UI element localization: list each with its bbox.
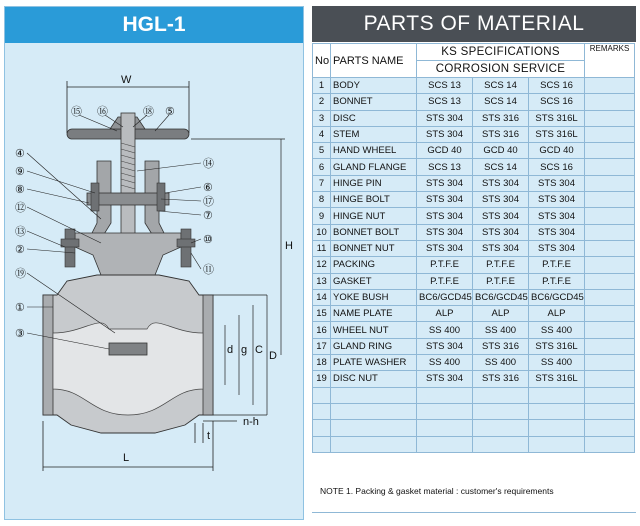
cell-s1: SS 400 (417, 322, 473, 338)
cell-s1: GCD 40 (417, 143, 473, 159)
cell-remarks (585, 192, 635, 208)
table-row (313, 192, 635, 208)
footnote-divider (312, 512, 636, 513)
cell-name: STEM (331, 126, 417, 142)
callout-15: ⑮ (71, 106, 82, 118)
cell-empty (473, 403, 529, 419)
cell-s3: STS 304 (529, 224, 585, 240)
cell-remarks (585, 175, 635, 191)
cell-no: 13 (313, 273, 331, 289)
cell-empty (417, 420, 473, 436)
callout-1: ① (15, 302, 25, 314)
cell-s1: P.T.F.E (417, 257, 473, 273)
table-row (313, 78, 635, 94)
cell-empty (585, 387, 635, 403)
cell-s1: STS 304 (417, 208, 473, 224)
cell-s3: ALP (529, 306, 585, 322)
callout-16: ⑯ (97, 106, 108, 118)
cell-empty (331, 387, 417, 403)
header-corrosion: CORROSION SERVICE (417, 61, 585, 78)
table-row (313, 322, 635, 338)
cell-empty (473, 420, 529, 436)
cell-empty (417, 436, 473, 452)
cell-s3: STS 316L (529, 110, 585, 126)
header-no: No (313, 44, 331, 78)
cell-empty (473, 436, 529, 452)
cell-no: 4 (313, 126, 331, 142)
cell-remarks (585, 224, 635, 240)
callout-10: ⑩ (203, 234, 213, 246)
cell-s1: SS 400 (417, 355, 473, 371)
callout-5: ⑤ (165, 106, 175, 118)
cell-remarks (585, 240, 635, 256)
cell-no: 9 (313, 208, 331, 224)
callout-9: ⑨ (15, 166, 25, 178)
cell-s2: BC6/GCD45 (473, 289, 529, 305)
parts-panel (312, 6, 636, 518)
cell-empty (331, 420, 417, 436)
table-row (313, 143, 635, 159)
cell-s2: STS 316 (473, 126, 529, 142)
cell-s3: STS 316L (529, 126, 585, 142)
cell-name: DISC NUT (331, 371, 417, 387)
cell-s1: STS 304 (417, 338, 473, 354)
cell-remarks (585, 257, 635, 273)
cell-s2: STS 304 (473, 240, 529, 256)
table-row (313, 306, 635, 322)
callout-3: ③ (15, 328, 25, 340)
cell-empty (313, 387, 331, 403)
cell-s3: P.T.F.E (529, 273, 585, 289)
callout-2: ② (15, 244, 25, 256)
cell-remarks (585, 94, 635, 110)
table-row (313, 224, 635, 240)
dimension-g-label: g (241, 344, 248, 356)
cell-name: BONNET NUT (331, 240, 417, 256)
cell-name: DISC (331, 110, 417, 126)
callout-11: ⑪ (203, 264, 214, 276)
cell-no: 1 (313, 78, 331, 94)
cell-s3: SCS 16 (529, 159, 585, 175)
cell-no: 12 (313, 257, 331, 273)
cell-s1: STS 304 (417, 240, 473, 256)
cell-empty (313, 436, 331, 452)
cell-no: 3 (313, 110, 331, 126)
cell-s2: SS 400 (473, 355, 529, 371)
callout-12: ⑫ (15, 202, 26, 214)
cell-empty (313, 403, 331, 419)
cell-s2: SCS 14 (473, 78, 529, 94)
table-row (313, 257, 635, 273)
table-row (313, 208, 635, 224)
cell-s2: ALP (473, 306, 529, 322)
cell-s2: STS 304 (473, 175, 529, 191)
header-parts-name: PARTS NAME (331, 44, 417, 78)
cell-remarks (585, 126, 635, 142)
cell-s2: P.T.F.E (473, 273, 529, 289)
table-row (313, 175, 635, 191)
cell-s2: STS 316 (473, 338, 529, 354)
callout-13: ⑬ (15, 226, 26, 238)
table-row (313, 94, 635, 110)
parts-body (313, 78, 635, 453)
cell-s1: SCS 13 (417, 78, 473, 94)
cell-no: 7 (313, 175, 331, 191)
cell-remarks (585, 208, 635, 224)
cell-remarks (585, 273, 635, 289)
cell-s2: STS 316 (473, 110, 529, 126)
table-row (313, 289, 635, 305)
callout-6: ⑥ (203, 182, 213, 194)
cell-s3: STS 304 (529, 240, 585, 256)
cell-s3: STS 304 (529, 208, 585, 224)
cell-no: 17 (313, 338, 331, 354)
cell-s1: SCS 13 (417, 94, 473, 110)
table-row (313, 273, 635, 289)
table-row (313, 126, 635, 142)
cell-s3: STS 316L (529, 338, 585, 354)
bonnet (75, 233, 181, 275)
cell-no: 6 (313, 159, 331, 175)
table-row (313, 338, 635, 354)
cell-s3: STS 304 (529, 192, 585, 208)
cell-empty (313, 420, 331, 436)
blank-row (313, 403, 635, 419)
cell-s1: STS 304 (417, 126, 473, 142)
cell-remarks (585, 355, 635, 371)
gland-flange (87, 193, 169, 205)
cell-remarks (585, 338, 635, 354)
cell-no: 5 (313, 143, 331, 159)
drawing-panel (4, 6, 304, 520)
cell-s1: STS 304 (417, 224, 473, 240)
model-title: HGL-1 (5, 7, 303, 43)
cell-no: 2 (313, 94, 331, 110)
parts-table (312, 43, 635, 453)
dimension-nh-label: n-h (243, 416, 259, 428)
cell-s1: STS 304 (417, 110, 473, 126)
header-remarks: REMARKS (585, 44, 635, 78)
cell-empty (529, 403, 585, 419)
cell-no: 15 (313, 306, 331, 322)
dimension-d-label: D (269, 350, 277, 362)
table-row (313, 240, 635, 256)
table-row (313, 159, 635, 175)
cell-name: HINGE BOLT (331, 192, 417, 208)
header-ks-spec: KS SPECIFICATIONS (417, 44, 585, 61)
dimension-c-label: C (255, 344, 263, 356)
table-header-row (313, 44, 635, 61)
cell-remarks (585, 159, 635, 175)
cell-empty (585, 436, 635, 452)
callout-19: ⑲ (15, 268, 26, 280)
cell-s1: SCS 13 (417, 159, 473, 175)
cell-s1: P.T.F.E (417, 273, 473, 289)
callout-8: ⑧ (15, 184, 25, 196)
dimension-d-small-label: d (227, 344, 234, 356)
cell-remarks (585, 110, 635, 126)
cell-s3: SS 400 (529, 322, 585, 338)
dimension-l-label: L (123, 452, 130, 464)
cell-empty (529, 387, 585, 403)
cell-s2: STS 304 (473, 192, 529, 208)
blank-row (313, 420, 635, 436)
cell-empty (585, 403, 635, 419)
cell-remarks (585, 306, 635, 322)
cell-s2: SS 400 (473, 322, 529, 338)
parts-title: PARTS OF MATERIAL (312, 6, 636, 42)
cell-remarks (585, 289, 635, 305)
cell-s3: SS 400 (529, 355, 585, 371)
cell-name: PLATE WASHER (331, 355, 417, 371)
cell-name: HAND WHEEL (331, 143, 417, 159)
cell-no: 8 (313, 192, 331, 208)
cell-s3: SCS 16 (529, 94, 585, 110)
cell-s1: STS 304 (417, 371, 473, 387)
cell-s3: SCS 16 (529, 78, 585, 94)
cell-empty (529, 420, 585, 436)
table-row (313, 371, 635, 387)
cell-s3: BC6/GCD45 (529, 289, 585, 305)
cell-remarks (585, 78, 635, 94)
table-row (313, 355, 635, 371)
valve-cross-section-drawing (5, 43, 303, 519)
cell-remarks (585, 322, 635, 338)
cell-s2: STS 304 (473, 208, 529, 224)
cell-empty (473, 387, 529, 403)
cell-no: 14 (313, 289, 331, 305)
cell-s1: ALP (417, 306, 473, 322)
cell-s2: SCS 14 (473, 159, 529, 175)
dimension-h-label: H (285, 240, 293, 252)
cell-name: BODY (331, 78, 417, 94)
cell-name: YOKE BUSH (331, 289, 417, 305)
cell-s3: P.T.F.E (529, 257, 585, 273)
cell-empty (331, 436, 417, 452)
cell-empty (529, 436, 585, 452)
cell-s1: STS 304 (417, 192, 473, 208)
cell-empty (417, 403, 473, 419)
footnote: NOTE 1. Packing & gasket material : customer's requirements (320, 486, 554, 496)
dimension-t-label: t (207, 430, 211, 442)
cell-name: NAME PLATE (331, 306, 417, 322)
cell-s2: STS 304 (473, 224, 529, 240)
callout-17: ⑰ (203, 196, 214, 208)
cell-s3: STS 304 (529, 175, 585, 191)
cell-name: BONNET (331, 94, 417, 110)
blank-row (313, 387, 635, 403)
cell-s3: STS 316L (529, 371, 585, 387)
cell-no: 19 (313, 371, 331, 387)
disc (109, 343, 147, 355)
cell-no: 18 (313, 355, 331, 371)
cell-no: 10 (313, 224, 331, 240)
cell-empty (331, 403, 417, 419)
cell-empty (585, 420, 635, 436)
cell-s1: BC6/GCD45 (417, 289, 473, 305)
cell-no: 11 (313, 240, 331, 256)
cell-name: GLAND FLANGE (331, 159, 417, 175)
cell-remarks (585, 371, 635, 387)
cell-name: PACKING (331, 257, 417, 273)
cell-name: BONNET BOLT (331, 224, 417, 240)
cell-s1: STS 304 (417, 175, 473, 191)
cell-remarks (585, 143, 635, 159)
cell-s2: GCD 40 (473, 143, 529, 159)
cell-name: GLAND RING (331, 338, 417, 354)
cell-no: 16 (313, 322, 331, 338)
callout-18: ⑱ (143, 106, 154, 118)
callout-7: ⑦ (203, 210, 213, 222)
cell-s3: GCD 40 (529, 143, 585, 159)
blank-row (313, 436, 635, 452)
dimension-w-label: W (121, 74, 132, 86)
cell-name: HINGE PIN (331, 175, 417, 191)
cell-name: HINGE NUT (331, 208, 417, 224)
cell-s2: STS 316 (473, 371, 529, 387)
cell-name: WHEEL NUT (331, 322, 417, 338)
cell-s2: SCS 14 (473, 94, 529, 110)
callout-14: ⑭ (203, 158, 214, 170)
table-row (313, 110, 635, 126)
callout-4: ④ (15, 148, 25, 160)
cell-s2: P.T.F.E (473, 257, 529, 273)
cell-name: GASKET (331, 273, 417, 289)
cell-empty (417, 387, 473, 403)
